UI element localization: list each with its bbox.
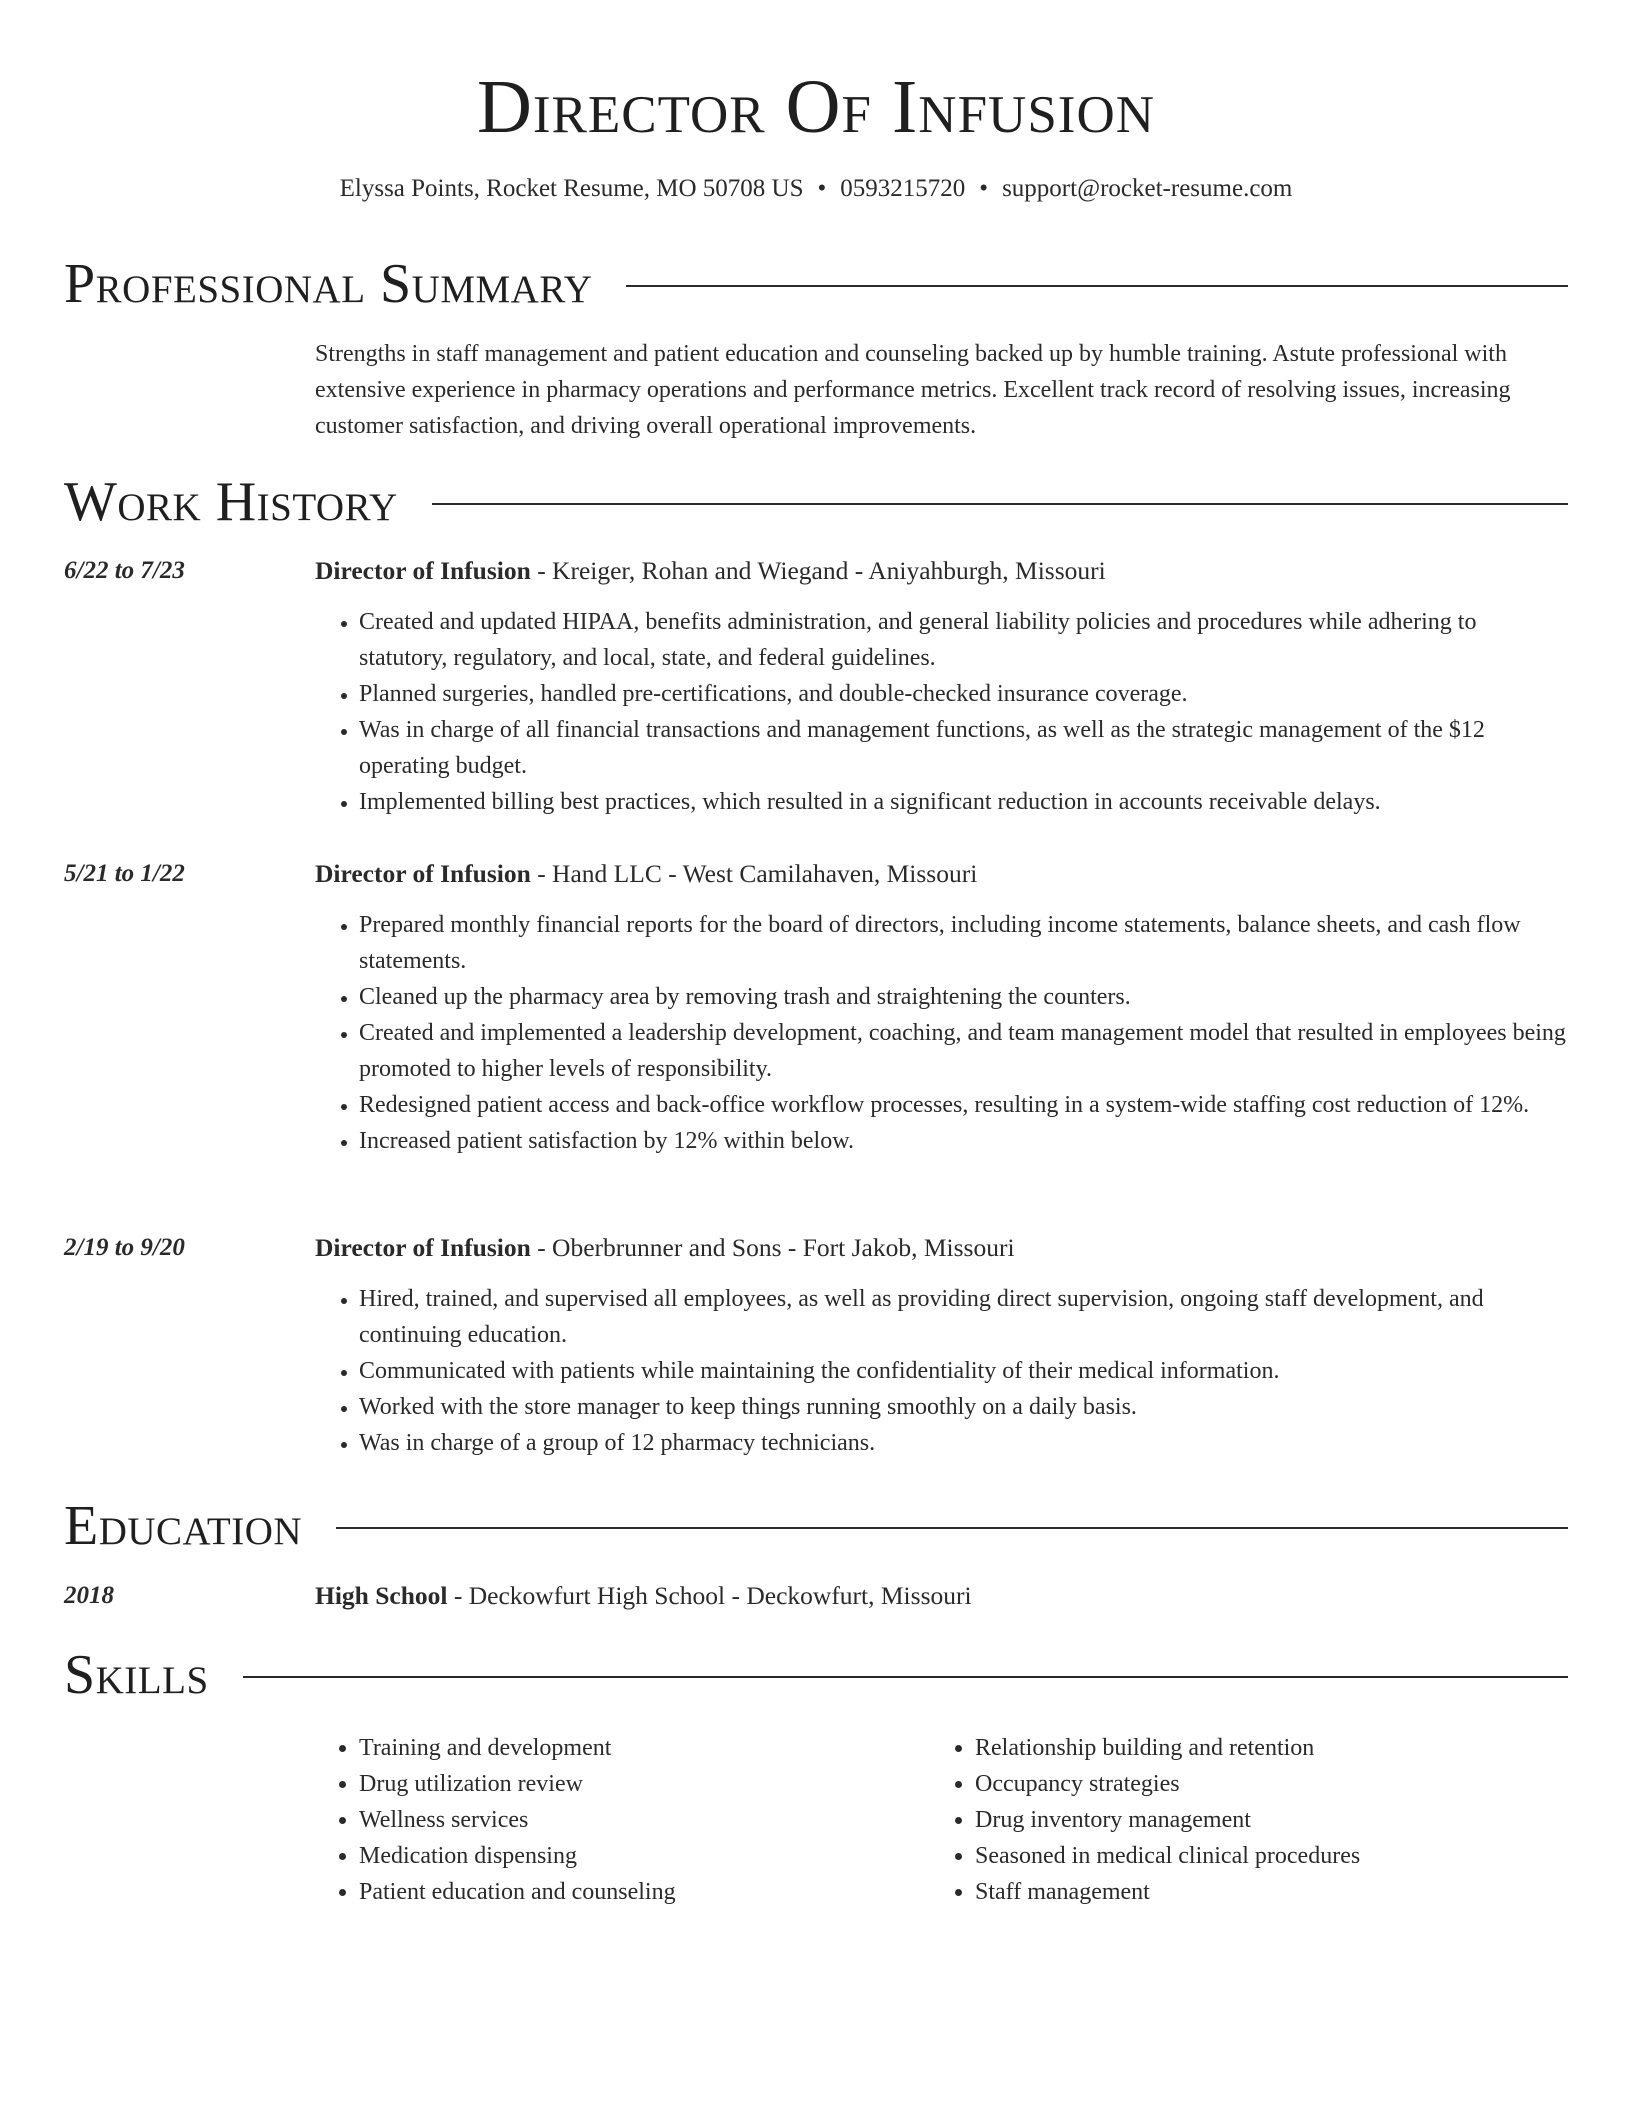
skills-heading — [64, 1643, 1568, 1707]
skills-column-left — [315, 1730, 915, 1910]
job-employer: - Hand LLC - West Camilahaven, Missouri — [530, 859, 978, 888]
job-dates: 2/19 to 9/20 — [64, 1234, 185, 1261]
education-degree: High School — [315, 1581, 448, 1610]
section-divider — [626, 285, 1568, 287]
skill-item: • Training and development — [359, 1730, 915, 1766]
section-divider — [336, 1527, 1568, 1529]
job-content — [315, 554, 1568, 820]
section-title: Education — [64, 1495, 303, 1557]
job-bullet: • Worked with the store manager to keep things running smoothly on a daily basis. — [359, 1389, 1568, 1425]
job-title: Director of Infusion — [315, 859, 531, 888]
job-content — [315, 857, 1568, 1159]
contact-separator: • — [979, 175, 989, 202]
job-employer: - Kreiger, Rohan and Wiegand - Aniyahburgh, Missouri — [530, 556, 1106, 585]
education-year: 2018 — [64, 1582, 114, 1609]
skill-item: • Occupancy strategies — [975, 1766, 1531, 1802]
job-bullet: • Was in charge of a group of 12 pharmacy technicians. — [359, 1425, 1568, 1461]
skill-item: • Relationship building and retention — [975, 1730, 1531, 1766]
job-bullet: • Created and updated HIPAA, benefits administration, and general liability policies and procedures while adhering to statutory, regulatory, and local, state, and federal guidelines. — [359, 604, 1568, 676]
job-bullets — [315, 907, 1568, 1159]
skill-item: • Patient education and counseling — [359, 1874, 915, 1910]
contact-email: support@rocket-resume.com — [1002, 175, 1293, 202]
section-title: Professional Summary — [64, 253, 593, 315]
skills-list — [931, 1730, 1531, 1910]
section-divider — [243, 1676, 1568, 1678]
education-content — [315, 1579, 1568, 1613]
contact-phone: 0593215720 — [840, 175, 966, 202]
job-bullets — [315, 1281, 1568, 1461]
job-title: Director of Infusion — [315, 1233, 531, 1262]
job-bullet: • Created and implemented a leadership development, coaching, and team management model that resulted in employees being promoted to higher levels of responsibility. — [359, 1015, 1568, 1087]
job-bullet: • Implemented billing best practices, which resulted in a significant reduction in accounts receivable delays. — [359, 784, 1568, 820]
skill-item: • Staff management — [975, 1874, 1531, 1910]
skill-item: • Wellness services — [359, 1802, 915, 1838]
skills-column-right — [931, 1730, 1531, 1910]
job-bullet: • Was in charge of all financial transactions and management functions, as well as the strategic management of the $12 operating budget. — [359, 712, 1568, 784]
job-bullet: • Planned surgeries, handled pre-certifications, and double-checked insurance coverage. — [359, 676, 1568, 712]
job-title: Director of Infusion — [315, 556, 531, 585]
skill-item: • Medication dispensing — [359, 1838, 915, 1874]
skill-item: • Drug utilization review — [359, 1766, 915, 1802]
education-school: - Deckowfurt High School - Deckowfurt, Missouri — [447, 1581, 972, 1610]
section-divider — [432, 503, 1568, 505]
skill-item: • Drug inventory management — [975, 1802, 1531, 1838]
job-dates: 5/21 to 1/22 — [64, 860, 185, 887]
section-title: Work History — [64, 471, 398, 533]
skill-item: • Seasoned in medical clinical procedures — [975, 1838, 1531, 1874]
resume-name: Director Of Infusion — [476, 65, 1156, 149]
contact-address: Elyssa Points, Rocket Resume, MO 50708 US — [339, 175, 804, 202]
work-history-heading — [64, 470, 1568, 534]
skills-list — [315, 1730, 915, 1910]
education-line — [315, 1579, 1568, 1613]
job-bullet: • Hired, trained, and supervised all employees, as well as providing direct supervision, ongoing staff development, and continuing education. — [359, 1281, 1568, 1353]
job-content — [315, 1231, 1568, 1461]
job-bullets — [315, 604, 1568, 820]
contact-line — [0, 172, 1632, 206]
job-bullet: • Communicated with patients while maintaining the confidentiality of their medical information. — [359, 1353, 1568, 1389]
contact-separator: • — [817, 175, 827, 202]
education-heading — [64, 1494, 1568, 1558]
job-bullet: • Increased patient satisfaction by 12% within below. — [359, 1123, 1568, 1159]
job-bullet: • Cleaned up the pharmacy area by removing trash and straightening the counters. — [359, 979, 1568, 1015]
summary-heading — [64, 252, 1568, 316]
job-bullet: • Prepared monthly financial reports for the board of directors, including income statements, balance sheets, and cash flow statements. — [359, 907, 1568, 979]
job-heading — [315, 554, 1568, 588]
job-bullet: • Redesigned patient access and back-office workflow processes, resulting in a system-wide staffing cost reduction of 12%. — [359, 1087, 1568, 1123]
section-title: Skills — [64, 1644, 209, 1706]
summary-text: Strengths in staff management and patient education and counseling backed up by humble training. Astute professional with extensive experience in pharmacy operations and performance metrics. Excellent track record of resolving issues, increasing customer satisfaction, and driving overall operational improvements. — [315, 341, 1511, 439]
job-heading — [315, 857, 1568, 891]
job-dates: 6/22 to 7/23 — [64, 557, 185, 584]
job-heading — [315, 1231, 1568, 1265]
job-employer: - Oberbrunner and Sons - Fort Jakob, Missouri — [530, 1233, 1015, 1262]
